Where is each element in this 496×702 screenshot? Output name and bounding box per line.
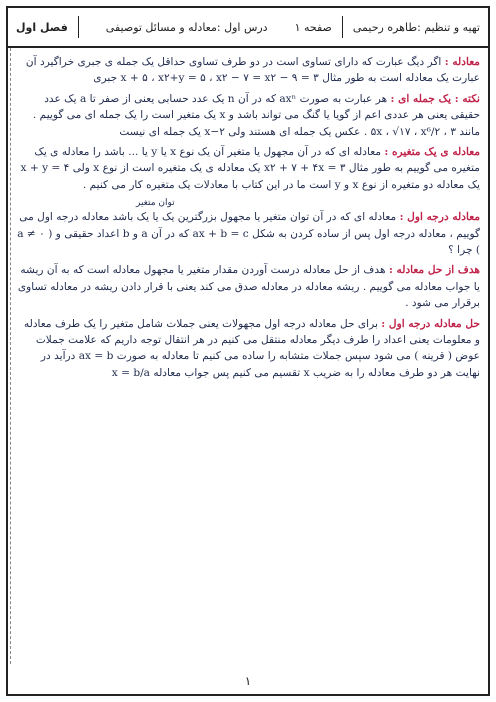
term-heading: معادله ی یک متغیره :: [384, 146, 480, 159]
margin-note: توان متغیر: [136, 198, 175, 209]
definition-equation: [16, 54, 480, 87]
definition-solving: [16, 316, 480, 382]
header-divider: [78, 16, 79, 38]
definition-text: اگر دیگ عبارت که دارای تساوی است در دو طرف تساوی حداقل یک جمله ی جبری خراگیرد آن عبارت یک معادله است به طور مثال ۳ = x + ۵ ، x۲+y = ۵ ، x۲ − ۷ = x۲ − ۹ جبری: [25, 56, 480, 85]
worksheet-page: [6, 6, 490, 696]
header-divider: [342, 16, 343, 38]
term-heading: نکته : یک جمله ای :: [390, 92, 480, 105]
chapter-label: فصل اول: [16, 20, 68, 34]
term-heading: هدف از حل معادله :: [388, 264, 480, 277]
term-heading: معادله درجه اول :: [399, 211, 480, 224]
definition-single-variable: [16, 144, 480, 193]
definition-text: معادله ای که در آن مجهول یا متغیر آن یک نوع x یا y یا ... باشد را معادله ی یک متغیره می گوییم به طور مثال ۳ = x۲ + ۷ + ۴x یک معادله ی یک متغیره است از نوع x ولی x + y = ۴ یک معادله دو متغیره از نوع x و y است ما در این کتاب با معادلات یک متغیره کار می کنیم .: [20, 146, 480, 191]
page-header: [8, 8, 488, 48]
author-label: تهیه و تنظیم :طاهره رحیمی: [352, 20, 480, 34]
definition-first-degree: [16, 197, 480, 258]
lesson-title: درس اول :معادله و مسائل توصیفی: [105, 20, 268, 34]
page-number: ۱: [244, 674, 252, 688]
definition-text: معادله ای که در آن توان متغیر یا مجهول بزرگترین یک یا یک باشد معادله درجه اول می گوییم ، معادله درجه اول پس از ساده کردن به شکل ax + b = c که در آن a و b اعداد حقیقی و ( a ≠ ۰ ) چرا ؟: [17, 211, 480, 256]
definition-monomial: [16, 91, 480, 140]
lesson-content: [16, 54, 480, 670]
term-heading: حل معادله درجه اول :: [381, 317, 480, 330]
binding-edge: [10, 48, 15, 664]
term-heading: معادله :: [444, 56, 480, 68]
page-label: صفحه ۱: [294, 20, 332, 34]
definition-goal: [16, 262, 480, 311]
definition-text: هر عبارت به صورت axⁿ که در آن n یک عدد حسابی یعنی از صفر تا a یک عدد حقیقی یعنی هر عددی اعم از گویا یا گنگ می تواند باشد و x یک متغیر است را یک جمله ای می گوییم . مانند ۵x ، √۱۷ ، x⁶/۲ ، ۳ . عکس یک جمله ای هستند ولی x−۲ یک جمله ای نیست: [32, 92, 480, 138]
definition-text: هدف از حل معادله درست آوردن مقدار متغیر یا مجهول معادله است که به آن ریشه یا جواب معادله می گوییم . ریشه معادله در معادله صدق می کند یعنی با قرار دادن ریشه در معادله تساوی برقرار می شود .: [17, 264, 480, 310]
definition-text: برای حل معادله درجه اول مجهولات یعنی جملات شامل متغیر را یک طرف معادله و معلومات یعنی اعداد را طرف دیگر معادله منتقل می کنیم در هر انتقال توجه داریم که علامت جملات عوض ( قرینه ) می شود سپس جملات متشابه را ساده می کنیم تا معادله به صورت ax = b درآید در نهایت هر دو طرف معادله را به ضریب x تقسیم می کنیم پس جواب معادله x = b/a: [23, 317, 480, 379]
